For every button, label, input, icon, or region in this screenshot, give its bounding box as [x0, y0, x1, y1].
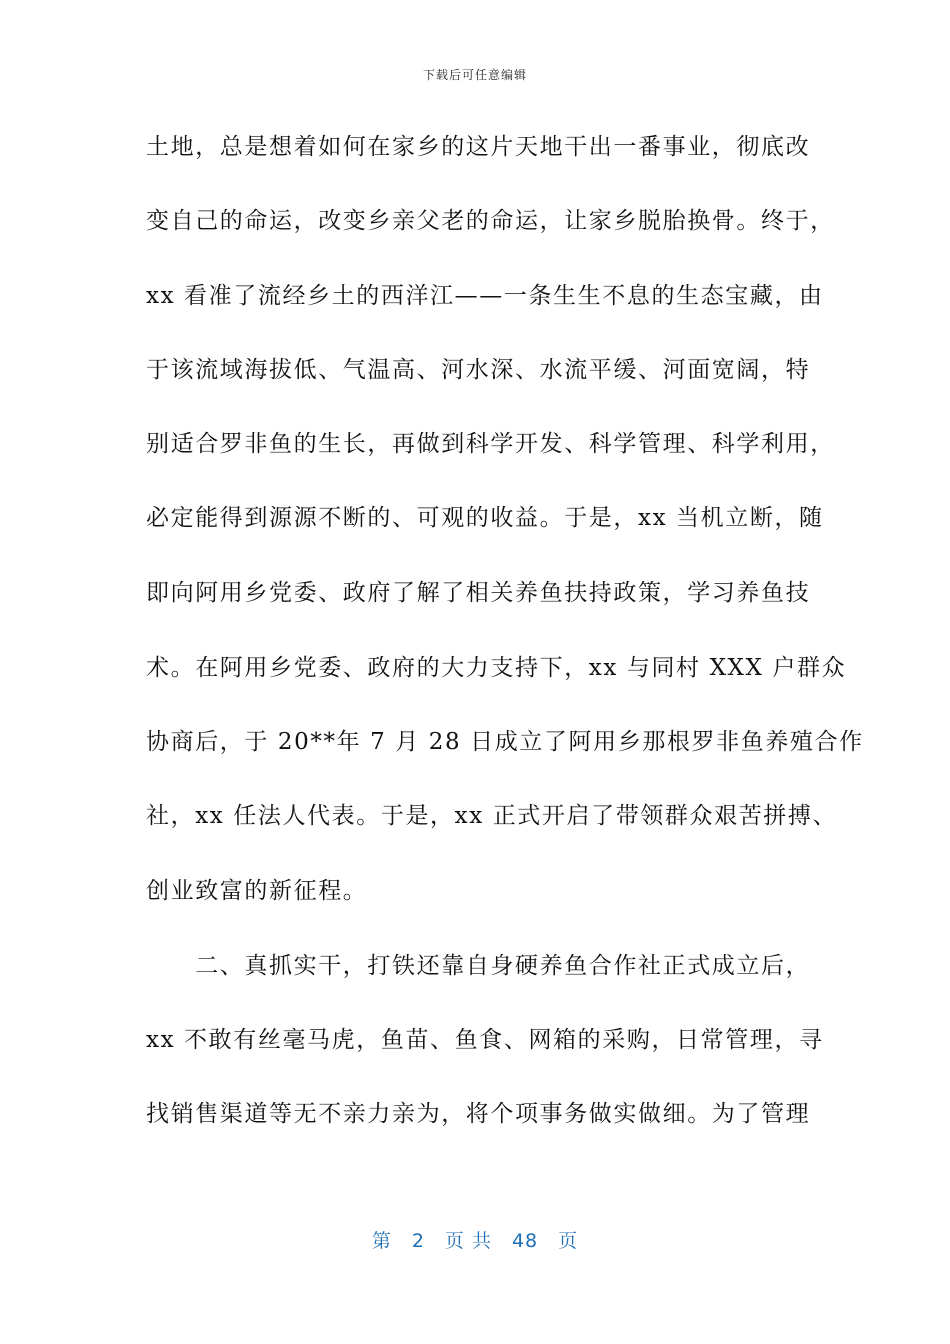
- body-line-10: 社，xx 任法人代表。于是，xx 正式开启了带领群众艰苦拼搏、: [146, 803, 838, 829]
- page-number-footer: 第 2 页 共 48 页: [371, 1230, 579, 1252]
- body-line-12: 二、真抓实干，打铁还靠自身硬养鱼合作社正式成立后，: [146, 953, 811, 979]
- body-line-3: xx 看准了流经乡土的西洋江——一条生生不息的生态宝藏，由: [146, 283, 824, 309]
- body-line-5: 别适合罗非鱼的生长，再做到科学开发、科学管理、科学利用，: [146, 431, 835, 457]
- body-line-14: 找销售渠道等无不亲力亲为，将个项事务做实做细。为了管理: [146, 1101, 811, 1127]
- body-line-11: 创业致富的新征程。: [146, 878, 368, 904]
- body-line-13: xx 不敢有丝毫马虎，鱼苗、鱼食、网箱的采购，日常管理，寻: [146, 1027, 824, 1053]
- body-line-7: 即向阿用乡党委、政府了解了相关养鱼扶持政策，学习养鱼技: [146, 580, 811, 606]
- body-line-4: 于该流域海拔低、气温高、河水深、水流平缓、河面宽阔，特: [146, 357, 811, 383]
- body-line-6: 必定能得到源源不断的、可观的收益。于是，xx 当机立断，随: [146, 505, 824, 531]
- body-line-9: 协商后，于 20**年 7 月 28 日成立了阿用乡那根罗非鱼养殖合作: [146, 729, 864, 755]
- body-line-1: 土地，总是想着如何在家乡的这片天地干出一番事业，彻底改: [146, 134, 811, 160]
- page-header-note: 下载后可任意编辑: [422, 68, 527, 82]
- body-line-8: 术。在阿用乡党委、政府的大力支持下，xx 与同村 XXX 户群众: [146, 655, 847, 681]
- body-line-2: 变自己的命运，改变乡亲父老的命运，让家乡脱胎换骨。终于，: [146, 208, 835, 234]
